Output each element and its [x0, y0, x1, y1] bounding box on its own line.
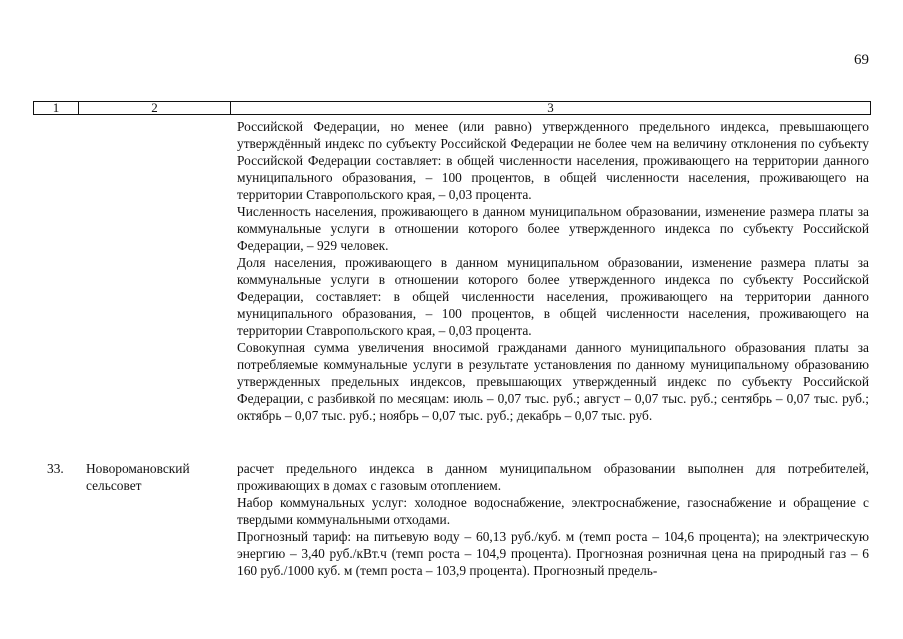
column-header-1: 1 [34, 102, 79, 114]
paragraph: Численность населения, проживающего в данном муниципальном образовании, изменение размера платы за коммунальные услуги в отношении которого более утвержденного индекса по субъекту Российской Федерации, – 929 человек. [237, 204, 869, 253]
paragraph: Набор коммунальных услуг: холодное водоснабжение, электроснабжение, газоснабжение и обращение с твердыми коммунальными отходами. [237, 495, 869, 527]
paragraph: Совокупная сумма увеличения вносимой гражданами данного муниципального образования платы за потребляемые коммунальные услуги в результате установления по данному муниципальному образованию утвержденных предельных индексов, превышающих утвержденный индекс по субъекту Российской Федерации, с разбивкой по месяцам: июль – 0,07 тыс. руб.; август – 0,07 тыс. руб.; сентябрь – 0,07 тыс. руб.; октябрь – 0,07 тыс. руб.; ноябрь – 0,07 тыс. руб.; декабрь – 0,07 тыс. руб. [237, 340, 869, 423]
page-number: 69 [854, 52, 869, 68]
row-description [237, 460, 869, 579]
column-header-2: 2 [79, 102, 231, 114]
row-number: 33. [47, 461, 64, 476]
paragraph: расчет предельного индекса в данном муниципальном образовании выполнен для потребителей, проживающих в домах с газовым отоплением. [237, 461, 869, 493]
column-header-3: 3 [547, 100, 554, 115]
continued-text-block [237, 118, 869, 424]
paragraph: Доля населения, проживающего в данном муниципальном образовании, изменение размера платы за коммунальные услуги в отношении которого более утвержденного индекса по субъекту Российской Федерации, составляет: в общей численности населения, проживающего на территории данного муниципального образования, – 100 процентов, в общей численности населения, проживающего на территории Ставропольского края, – 0,03 процента. [237, 255, 869, 338]
table-column-header [33, 101, 871, 115]
paragraph: Российской Федерации, но менее (или равно) утвержденного предельного индекса, превышающего утверждённый индекс по субъекту Российской Федерации не более чем на величину отклонения по субъекту Российской Федерации составляет: в общей численности населения, проживающего на территории данного муниципального образования, – 100 процентов, в общей численности населения, проживающего на территории Ставропольского края, – 0,03 процента. [237, 119, 869, 202]
municipality-name: Новоромановский сельсовет [86, 461, 190, 493]
paragraph: Прогнозный тариф: на питьевую воду – 60,13 руб./куб. м (темп роста – 104,6 процента); на электрическую энергию – 3,40 руб./кВт.ч (темп роста – 104,9 процента). Прогнозная розничная цена на природный газ – 6 160 руб./1000 куб. м (темп роста – 103,9 процента). Прогнозный предель- [237, 529, 869, 578]
